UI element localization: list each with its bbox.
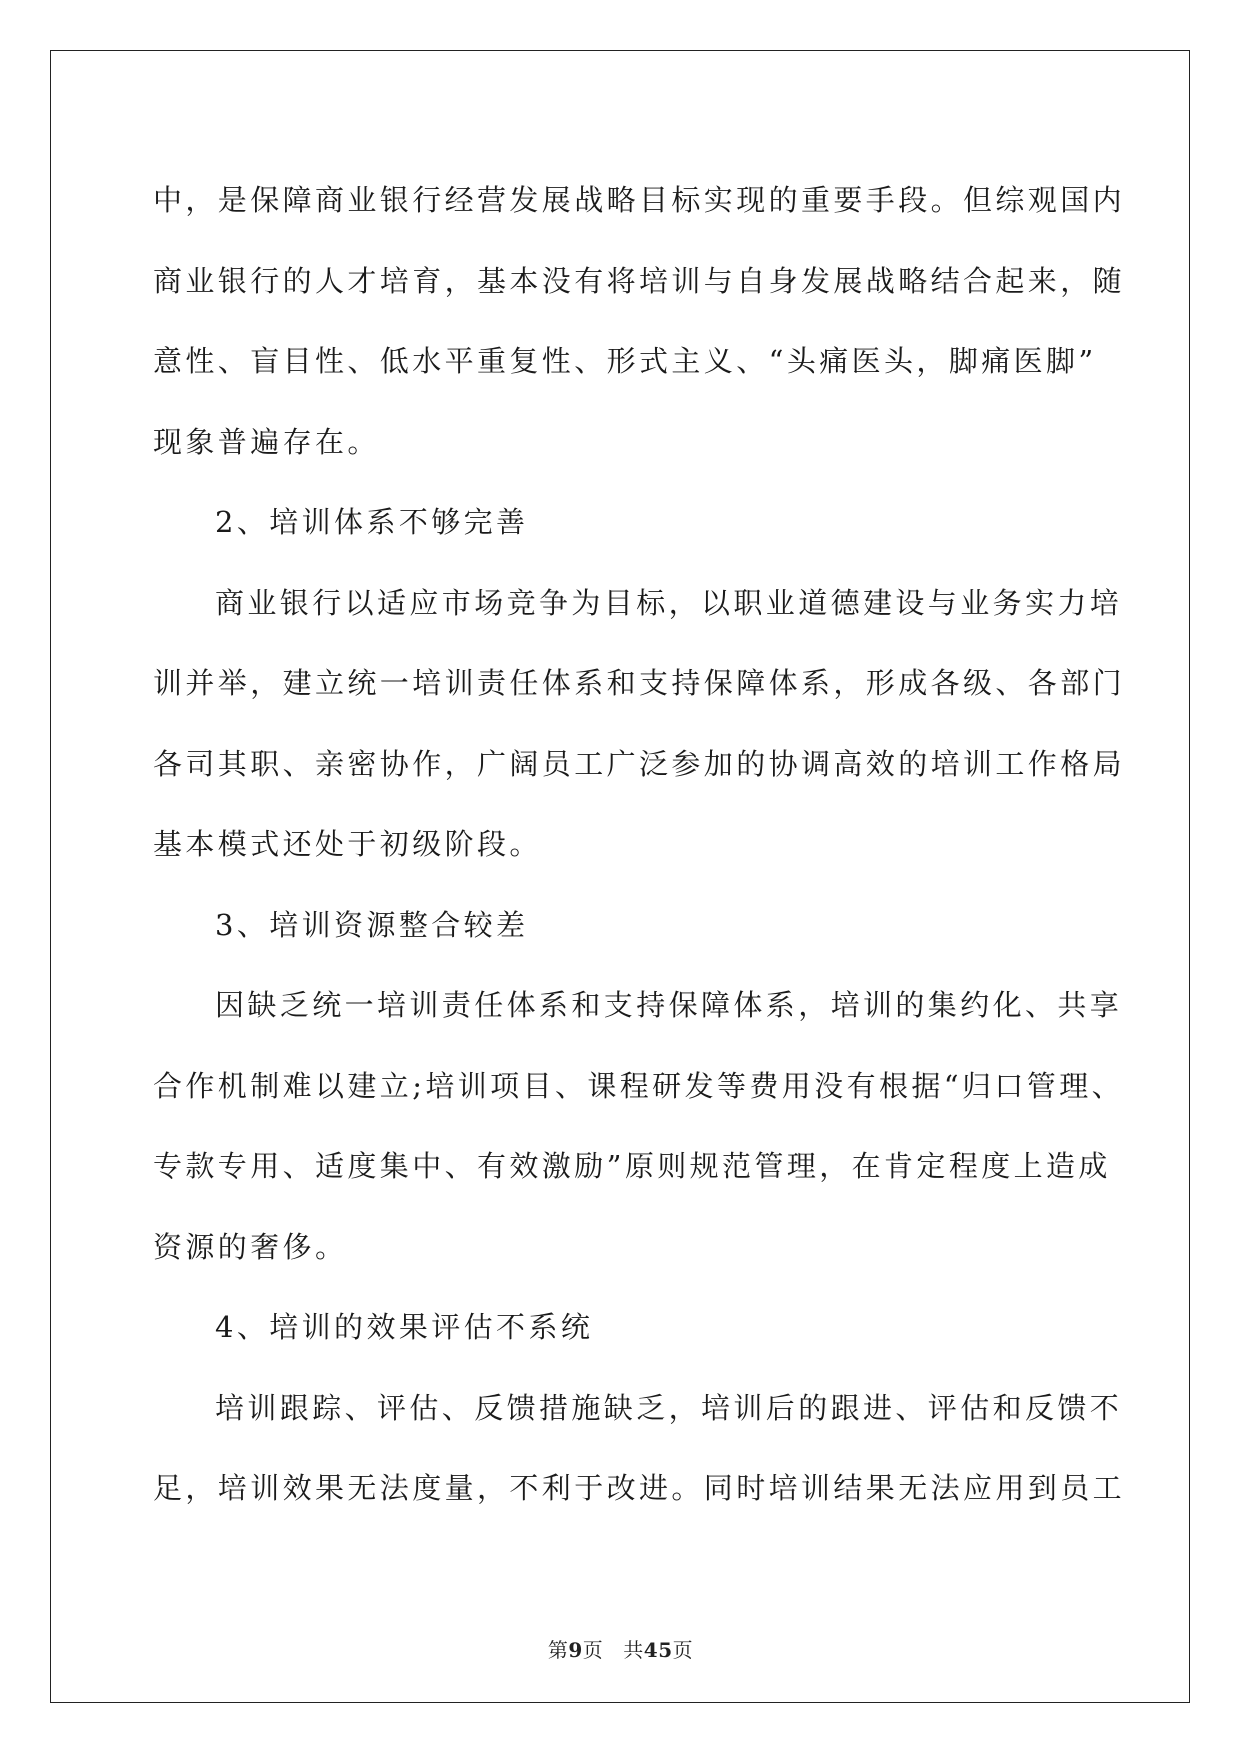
heading-text: 3、培训资源整合较差 (215, 907, 529, 942)
text-line: 资源的奢侈。 (153, 1229, 348, 1264)
text-line: 现象普遍存在。 (153, 424, 380, 459)
text-line: 意性、盲目性、低水平重复性、形式主义、“头痛医头，脚痛医脚” (153, 344, 1097, 378)
paragraph-1 (153, 160, 1126, 482)
total-label-prefix: 共 (623, 1638, 644, 1662)
section-heading-2 (153, 482, 1093, 563)
total-label-suffix: 页 (672, 1638, 694, 1662)
page-footer (0, 1634, 1241, 1663)
section-heading-3 (153, 885, 1093, 966)
document-body (153, 160, 1126, 1529)
text-line: 基本模式还处于初级阶段。 (153, 827, 542, 861)
page-label-prefix: 第 (547, 1638, 569, 1662)
heading-text: 4、培训的效果评估不系统 (215, 1310, 594, 1344)
text-line: 培训跟踪、评估、反馈措施缺乏，培训后的跟进、评估和反馈不 (215, 1390, 1123, 1425)
text-line: 中，是保障商业银行经营发展战略目标实现的重要手段。但综观国内 (153, 183, 1126, 217)
text-line: 各司其职、亲密协作，广阔员工广泛参加的协调高效的培训工作格局 (153, 746, 1126, 781)
section-heading-4 (153, 1287, 1093, 1368)
text-line: 商业银行以适应市场竞争为目标，以职业道德建设与业务实力培 (215, 585, 1123, 620)
paragraph-4 (153, 1368, 1126, 1529)
text-line: 足，培训效果无法度量，不利于改进。同时培训结果无法应用到员工 (153, 1471, 1126, 1505)
text-line: 训并举，建立统一培训责任体系和支持保障体系，形成各级、各部门 (153, 666, 1126, 700)
page-number: 9 (568, 1638, 583, 1662)
paragraph-2 (153, 563, 1126, 885)
total-pages: 45 (643, 1638, 673, 1662)
page-label-suffix: 页 (582, 1638, 604, 1662)
paragraph-3 (153, 965, 1124, 1287)
text-line: 合作机制难以建立;培训项目、课程研发等费用没有根据“归口管理、 (153, 1068, 1124, 1103)
text-line: 商业银行的人才培育，基本没有将培训与自身发展战略结合起来，随 (153, 263, 1126, 298)
heading-text: 2、培训体系不够完善 (215, 505, 529, 539)
text-line: 专款专用、适度集中、有效激励”原则规范管理，在肯定程度上造成 (153, 1149, 1111, 1183)
text-line: 因缺乏统一培训责任体系和支持保障体系，培训的集约化、共享 (215, 988, 1123, 1022)
